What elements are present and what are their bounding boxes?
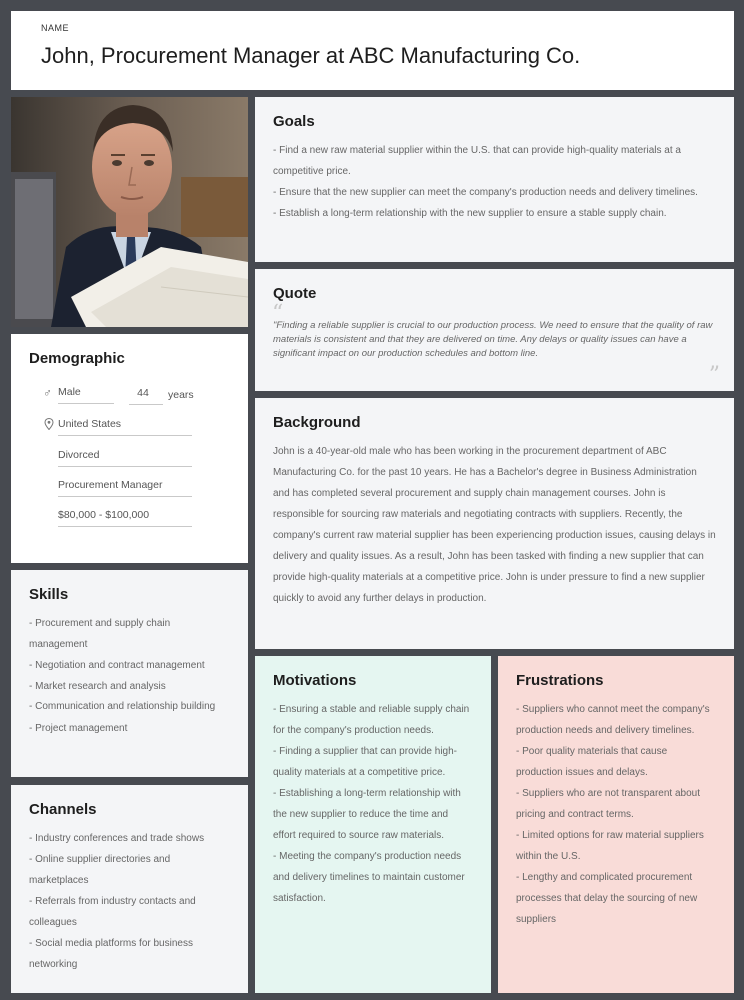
list-item: - Online supplier directories and marketplaces bbox=[29, 854, 171, 886]
list-item: - Find a new raw material supplier within the U.S. that can provide high-quality materials at a competitive price. bbox=[273, 145, 681, 177]
motivations-title: Motivations bbox=[273, 672, 357, 689]
list-item: - Lengthy and complicated procurement processes that delay the sourcing of new suppliers bbox=[516, 872, 698, 925]
location-pin-icon bbox=[44, 418, 54, 430]
goals-title: Goals bbox=[273, 113, 315, 130]
close-quote-icon: ” bbox=[708, 363, 720, 388]
demographic-card bbox=[11, 334, 248, 563]
background-text: John is a 40-year-old male who has been working in the procurement department of ABC Manufacturing Co. for the past 10 years. He has a Bachelor's degree in Business Administration and has completed several procurement and supply chain management courses. John is responsible for sourcing raw materials and negotiating contracts with suppliers. Recently, the company's current raw material supplier has been experiencing production issues, causing delays in delivery and quality issues. As a result, John has been tasked with finding a new supplier that can provide high-quality materials at a competitive price. John is under pressure to find a new supplier quickly to avoid any further delays in production. bbox=[273, 446, 716, 604]
male-icon: ♂ bbox=[43, 386, 52, 400]
motivations-list bbox=[273, 699, 473, 909]
frustrations-list bbox=[516, 699, 716, 930]
list-item: - Project management bbox=[29, 723, 128, 734]
occupation-field: Procurement Manager bbox=[58, 477, 192, 497]
marital-status-field: Divorced bbox=[58, 447, 192, 467]
goals-list bbox=[273, 140, 716, 224]
age-field: 44 bbox=[129, 385, 163, 405]
skills-list bbox=[29, 613, 230, 739]
location-field: United States bbox=[58, 416, 192, 436]
name-label: NAME bbox=[41, 23, 70, 33]
header-card bbox=[11, 11, 734, 90]
goals-card bbox=[255, 97, 734, 262]
list-item: - Referrals from industry contacts and colleagues bbox=[29, 896, 196, 928]
list-item: - Market research and analysis bbox=[29, 681, 166, 692]
frustrations-title: Frustrations bbox=[516, 672, 604, 689]
list-item: - Meeting the company's production needs and delivery timelines to maintain customer satisfaction. bbox=[273, 851, 465, 904]
portrait-photo bbox=[11, 97, 248, 327]
list-item: - Suppliers who cannot meet the company's production needs and delivery timelines. bbox=[516, 704, 710, 736]
quote-text: "Finding a reliable supplier is crucial to our production process. We need to ensure that the quality of raw materials is consistent and that they are delivered on time. Any delays or quality issues can have a significant impact on our production schedules and bottom line. bbox=[273, 320, 713, 359]
list-item: - Suppliers who are not transparent about pricing and contract terms. bbox=[516, 788, 700, 820]
frustrations-card bbox=[498, 656, 734, 993]
list-item: - Ensure that the new supplier can meet the company's production needs and delivery timelines. bbox=[273, 187, 698, 198]
list-item: - Communication and relationship building bbox=[29, 701, 216, 712]
list-item: - Establish a long-term relationship with the new supplier to ensure a stable supply chain. bbox=[273, 208, 667, 219]
background-title: Background bbox=[273, 414, 361, 431]
list-item: - Poor quality materials that cause production issues and delays. bbox=[516, 746, 668, 778]
motivations-card bbox=[255, 656, 491, 993]
list-item: - Industry conferences and trade shows bbox=[29, 833, 205, 844]
channels-list bbox=[29, 828, 230, 975]
gender-field: Male bbox=[58, 384, 114, 404]
skills-card bbox=[11, 570, 248, 777]
channels-title: Channels bbox=[29, 801, 97, 818]
quote-card bbox=[255, 269, 734, 391]
age-unit: years bbox=[168, 389, 194, 401]
page-title: John, Procurement Manager at ABC Manufacturing Co. bbox=[41, 43, 581, 68]
channels-card bbox=[11, 785, 248, 993]
portrait-illustration bbox=[11, 97, 248, 327]
list-item: - Establishing a long-term relationship with the new supplier to reduce the time and effort required to source raw materials. bbox=[273, 788, 461, 841]
demographic-title: Demographic bbox=[29, 350, 125, 367]
open-quote-icon: “ bbox=[272, 301, 284, 326]
list-item: - Limited options for raw material suppliers within the U.S. bbox=[516, 830, 704, 862]
quote-title: Quote bbox=[273, 285, 317, 302]
list-item: - Ensuring a stable and reliable supply chain for the company's production needs. bbox=[273, 704, 470, 736]
skills-title: Skills bbox=[29, 586, 69, 603]
list-item: - Finding a supplier that can provide high-quality materials at a competitive price. bbox=[273, 746, 457, 778]
background-card bbox=[255, 398, 734, 649]
list-item: - Social media platforms for business networking bbox=[29, 938, 193, 970]
list-item: - Negotiation and contract management bbox=[29, 660, 205, 671]
income-field: $80,000 - $100,000 bbox=[58, 507, 192, 527]
list-item: - Procurement and supply chain management bbox=[29, 618, 171, 650]
